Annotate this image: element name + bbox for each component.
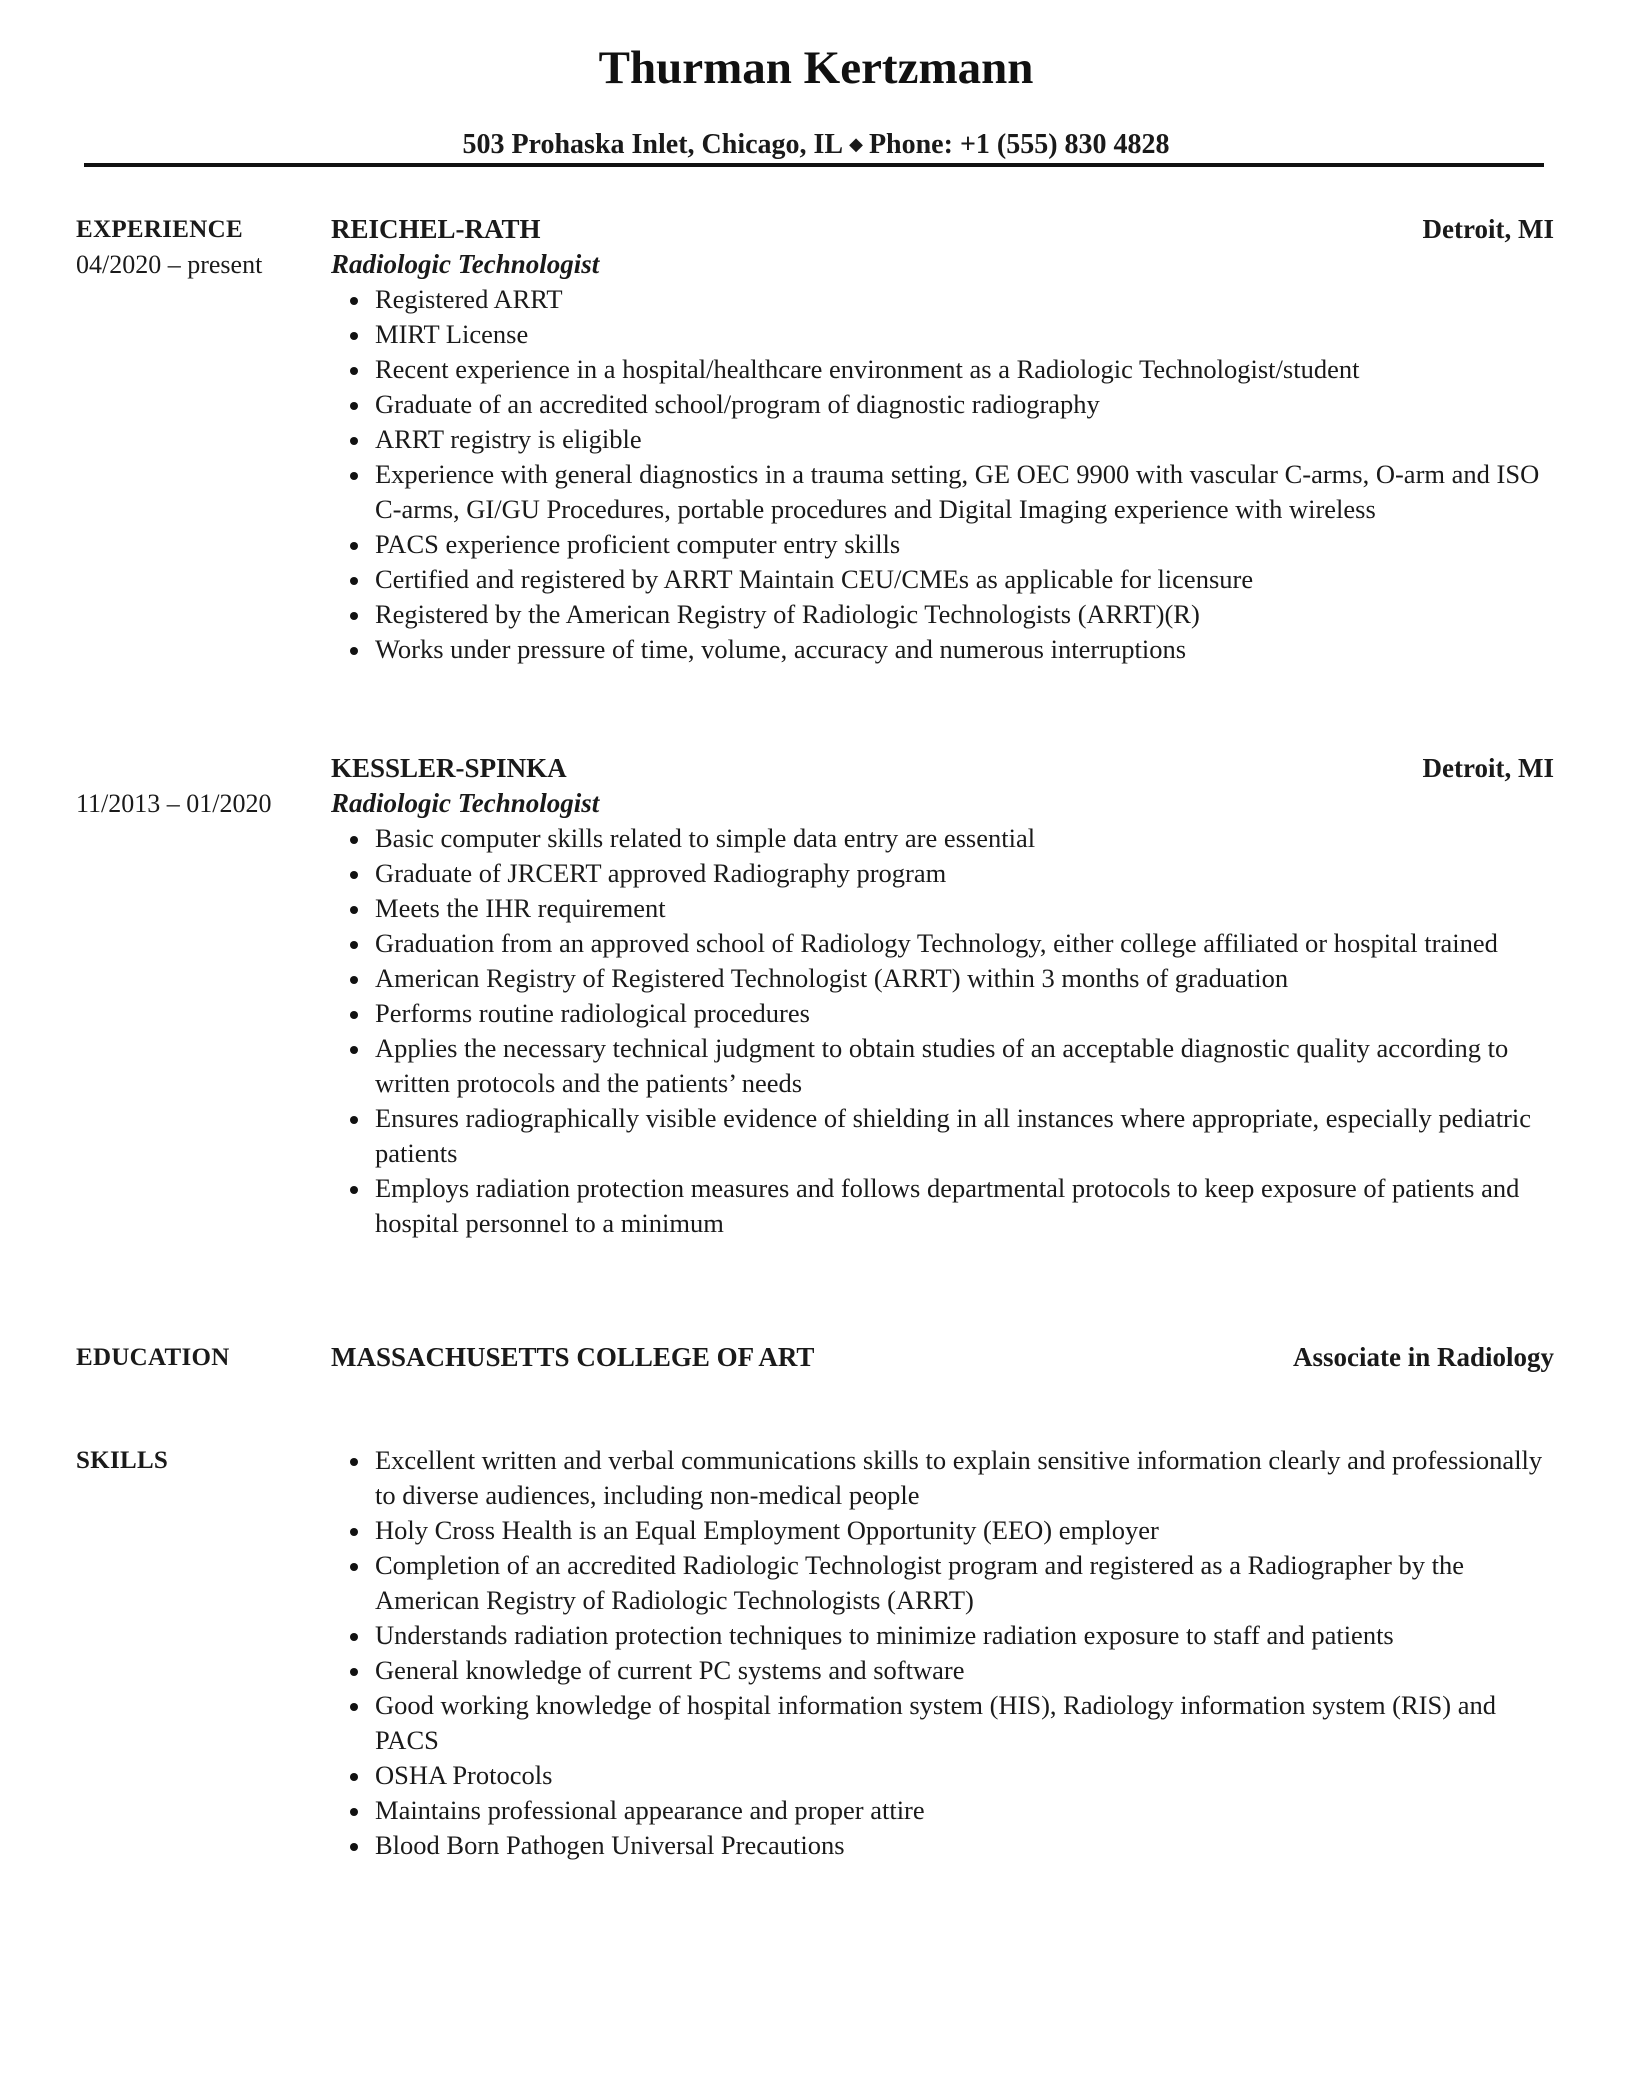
list-item-text: Certified and registered by ARRT Maintain CEU/CMEs as applicable for licensure	[375, 564, 1254, 594]
list-item	[331, 1171, 1554, 1241]
list-item	[331, 457, 1554, 527]
list-item-text: Ensures radiographically visible evidence of shielding in all instances where appropriate, especially pediatric patients	[375, 1103, 1532, 1168]
bullet-icon	[350, 542, 358, 550]
list-item-text: Experience with general diagnostics in a trauma setting, GE OEC 9900 with vascular C-arms, O-arm and ISO C-arms, GI/GU Procedures, portable procedures and Digital Imaging experience with wireless	[375, 459, 1540, 524]
company-name: REICHEL-RATH	[331, 214, 541, 244]
list-item	[331, 926, 1554, 961]
bullet-icon	[350, 472, 358, 480]
list-item-text: Performs routine radiological procedures	[375, 998, 810, 1028]
job-dates: 11/2013 – 01/2020	[76, 789, 272, 818]
bullet-icon	[350, 367, 358, 375]
list-item-text: Applies the necessary technical judgment to obtain studies of an acceptable diagnostic quality according to written protocols and the patients’ needs	[375, 1033, 1509, 1098]
section-label-experience: EXPERIENCE	[76, 216, 243, 243]
list-item-text: Maintains professional appearance and proper attire	[375, 1795, 925, 1825]
education-header	[331, 1340, 1554, 1375]
bullet-icon	[350, 1633, 358, 1641]
job-dates: 04/2020 – present	[76, 250, 263, 279]
list-item	[331, 856, 1554, 891]
contact-line	[0, 126, 1632, 163]
list-item	[331, 996, 1554, 1031]
bullet-icon	[350, 836, 358, 844]
education-entry	[331, 1340, 1554, 1375]
list-item	[331, 562, 1554, 597]
list-item-text: Registered ARRT	[375, 284, 563, 314]
job-header	[331, 212, 1554, 247]
bullet-icon	[350, 976, 358, 984]
list-item-text: PACS experience proficient computer entry skills	[375, 529, 901, 559]
list-item	[331, 1548, 1554, 1618]
bullet-icon	[350, 577, 358, 585]
list-item	[331, 527, 1554, 562]
bullet-icon	[350, 647, 358, 655]
job-bullets	[331, 821, 1554, 1241]
list-item	[331, 1793, 1554, 1828]
bullet-icon	[350, 437, 358, 445]
job-header	[331, 751, 1554, 786]
bullet-icon	[350, 1843, 358, 1851]
list-item-text: Holy Cross Health is an Equal Employment Opportunity (EEO) employer	[375, 1515, 1159, 1545]
section-label-education: EDUCATION	[76, 1344, 230, 1371]
school-name: MASSACHUSETTS COLLEGE OF ART	[331, 1342, 815, 1372]
list-item	[331, 1618, 1554, 1653]
bullet-icon	[350, 297, 358, 305]
list-item	[331, 632, 1554, 667]
list-item-text: American Registry of Registered Technologist (ARRT) within 3 months of graduation	[375, 963, 1289, 993]
job-title: Radiologic Technologist	[331, 249, 600, 279]
list-item-text: Works under pressure of time, volume, accuracy and numerous interruptions	[375, 634, 1187, 664]
job-location: Detroit, MI	[1422, 214, 1554, 244]
list-item-text: Employs radiation protection measures and follows departmental protocols to keep exposure of patients and hospital personnel to a minimum	[375, 1173, 1520, 1238]
job-bullets	[331, 282, 1554, 667]
list-item	[331, 422, 1554, 457]
resume-name: Thurman Kertzmann	[598, 42, 1034, 94]
list-item-text: General knowledge of current PC systems and software	[375, 1655, 965, 1685]
bullet-icon	[350, 1046, 358, 1054]
list-item	[331, 1688, 1554, 1758]
bullet-icon	[350, 402, 358, 410]
bullet-icon	[350, 1703, 358, 1711]
company-name: KESSLER-SPINKA	[331, 753, 567, 783]
bullet-icon	[350, 941, 358, 949]
list-item	[331, 961, 1554, 996]
list-item	[331, 387, 1554, 422]
list-item-text: Registered by the American Registry of Radiologic Technologists (ARRT)(R)	[375, 599, 1200, 629]
section-label-skills: SKILLS	[76, 1447, 169, 1474]
list-item-text: Recent experience in a hospital/healthcare environment as a Radiologic Technologist/student	[375, 354, 1360, 384]
list-item	[331, 317, 1554, 352]
phone: Phone: +1 (555) 830 4828	[868, 129, 1170, 160]
list-item	[331, 282, 1554, 317]
skills-block	[331, 1443, 1554, 1863]
diamond-separator-icon: ◆	[849, 134, 863, 154]
list-item-text: Understands radiation protection techniques to minimize radiation exposure to staff and patients	[375, 1620, 1394, 1650]
bullet-icon	[350, 1528, 358, 1536]
list-item	[331, 1101, 1554, 1171]
header-divider	[84, 163, 1544, 167]
list-item	[331, 891, 1554, 926]
list-item-text: MIRT License	[375, 319, 529, 349]
bullet-icon	[350, 1011, 358, 1019]
list-item	[331, 1653, 1554, 1688]
bullet-icon	[350, 1458, 358, 1466]
list-item-text: Basic computer skills related to simple data entry are essential	[375, 823, 1036, 853]
address: 503 Prohaska Inlet, Chicago, IL	[462, 129, 844, 160]
list-item	[331, 352, 1554, 387]
list-item-text: Graduation from an approved school of Radiology Technology, either college affiliated or hospital trained	[375, 928, 1498, 958]
list-item	[331, 821, 1554, 856]
list-item	[331, 1513, 1554, 1548]
list-item-text: Completion of an accredited Radiologic Technologist program and registered as a Radiographer by the American Registry of Radiologic Technologists (ARRT)	[375, 1550, 1464, 1615]
list-item	[331, 1443, 1554, 1513]
list-item-text: OSHA Protocols	[375, 1760, 553, 1790]
skills-list	[331, 1443, 1554, 1863]
bullet-icon	[350, 1563, 358, 1571]
list-item-text: Excellent written and verbal communications skills to explain sensitive information clearly and professionally to diverse audiences, including non-medical people	[375, 1445, 1543, 1510]
bullet-icon	[350, 1186, 358, 1194]
list-item-text: Meets the IHR requirement	[375, 893, 666, 923]
list-item	[331, 1758, 1554, 1793]
bullet-icon	[350, 1668, 358, 1676]
bullet-icon	[350, 1773, 358, 1781]
bullet-icon	[350, 906, 358, 914]
list-item-text: Graduate of JRCERT approved Radiography program	[375, 858, 947, 888]
list-item-text: Good working knowledge of hospital information system (HIS), Radiology information system (RIS) and PACS	[375, 1690, 1496, 1755]
job-location: Detroit, MI	[1422, 753, 1554, 783]
bullet-icon	[350, 871, 358, 879]
job-title: Radiologic Technologist	[331, 788, 600, 818]
job-entry	[331, 212, 1554, 667]
degree: Associate in Radiology	[1292, 1342, 1554, 1372]
list-item	[331, 597, 1554, 632]
list-item-text: Blood Born Pathogen Universal Precautions	[375, 1830, 845, 1860]
bullet-icon	[350, 332, 358, 340]
bullet-icon	[350, 1808, 358, 1816]
list-item	[331, 1031, 1554, 1101]
bullet-icon	[350, 612, 358, 620]
job-entry	[331, 751, 1554, 1241]
list-item	[331, 1828, 1554, 1863]
bullet-icon	[350, 1116, 358, 1124]
list-item-text: ARRT registry is eligible	[375, 424, 642, 454]
list-item-text: Graduate of an accredited school/program of diagnostic radiography	[375, 389, 1100, 419]
